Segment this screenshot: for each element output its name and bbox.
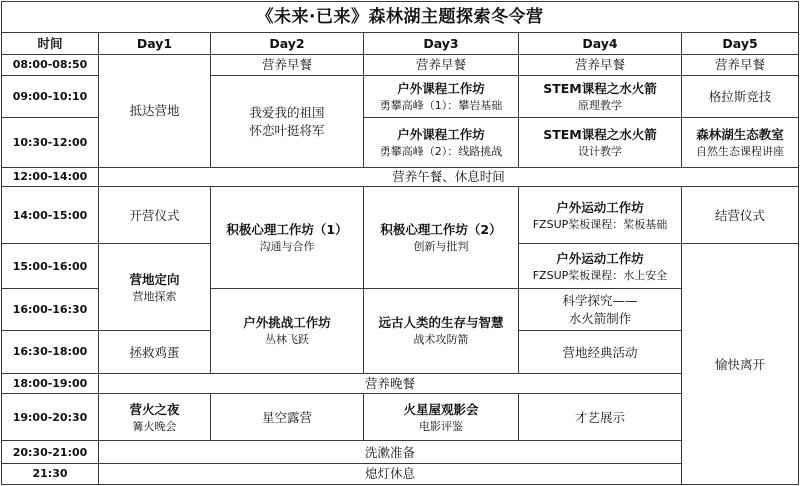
schedule-table [1, 1, 799, 485]
day4-classic [519, 331, 682, 373]
activity-subtitle: 创新与批判 [413, 239, 469, 253]
activity-title: 户外运动工作坊 [556, 199, 644, 215]
activity-title: 营地定向 [129, 271, 180, 287]
activity-subtitle: 战术攻防箭 [413, 333, 469, 347]
day1-rescue [99, 331, 211, 373]
activity-title: 远古人类的生存与智慧 [378, 315, 504, 331]
day2-stars [211, 394, 364, 441]
day4-stem-1 [519, 75, 682, 117]
header-day2: Day2 [211, 33, 364, 54]
cell-text: 怀恋叶挺将军 [249, 122, 325, 138]
time-cell: 21:30 [2, 463, 99, 484]
table-row [2, 186, 799, 244]
time-cell: 20:30-21:00 [2, 441, 99, 463]
activity-title: 森林湖生态教室 [696, 126, 784, 142]
time-cell: 16:00-16:30 [2, 288, 99, 330]
day5-leave [682, 244, 799, 485]
day1-arrive [99, 54, 211, 167]
cell-text: 星空露营 [261, 409, 312, 425]
cell-text: 拯救鸡蛋 [129, 344, 180, 360]
activity-title: 户外课程工作坊 [397, 126, 485, 142]
cell-text: 抵达营地 [129, 103, 180, 119]
cell-text: 开营仪式 [129, 207, 180, 223]
day3-workshop-1 [364, 75, 519, 117]
day1-opening [99, 186, 211, 244]
activity-title: 积极心理工作坊（1） [226, 221, 348, 237]
day2-patriot [211, 75, 364, 167]
time-cell: 19:00-20:30 [2, 394, 99, 441]
day4-talent [519, 394, 682, 441]
day4-sport-2 [519, 244, 682, 288]
header-day4: Day4 [519, 33, 682, 54]
day1-orientation [99, 244, 211, 331]
activity-title: 户外课程工作坊 [397, 80, 485, 96]
cell-text: 营养早餐 [574, 57, 625, 73]
activity-title: STEM课程之水火箭 [543, 80, 657, 96]
cell-text: 愉快离开 [715, 356, 766, 372]
activity-subtitle: 电影评鉴 [419, 419, 463, 433]
day5-breakfast [682, 54, 799, 75]
activity-subtitle: FZSUP桨板课程：桨板基础 [532, 217, 668, 231]
activity-title: 户外挑战工作坊 [243, 315, 331, 331]
table-row [2, 54, 799, 75]
activity-subtitle: 勇攀高峰（2）：线路挑战 [379, 144, 503, 158]
time-cell: 18:00-19:00 [2, 373, 99, 393]
cell-text: 结营仪式 [715, 207, 766, 223]
activity-title: 积极心理工作坊（2） [380, 221, 502, 237]
day5-eco [682, 118, 799, 168]
cell-text: 格拉斯竞技 [708, 88, 772, 104]
header-day3: Day3 [364, 33, 519, 54]
activity-subtitle: 丛林飞跃 [265, 333, 309, 347]
cell-text: 营地经典活动 [562, 344, 638, 360]
header-day5: Day5 [682, 33, 799, 54]
time-cell: 15:00-16:00 [2, 244, 99, 288]
table-row [2, 373, 799, 393]
day5-cross [682, 75, 799, 117]
header-day1: Day1 [99, 33, 211, 54]
day3-breakfast [364, 54, 519, 75]
day4-breakfast [519, 54, 682, 75]
day3-ancient [364, 288, 519, 373]
header-row [2, 33, 799, 54]
time-cell: 14:00-15:00 [2, 186, 99, 244]
activity-subtitle: 设计教学 [578, 144, 622, 158]
cell-text: 熄灯休息 [364, 466, 415, 482]
day2-psych [211, 186, 364, 288]
cell-text: 我爱我的祖国 [249, 104, 325, 120]
day3-workshop-2 [364, 118, 519, 168]
table-row [2, 167, 799, 186]
time-cell: 08:00-08:50 [2, 54, 99, 75]
table-row [2, 441, 799, 463]
lunch-cell [99, 167, 799, 186]
day4-stem-2 [519, 118, 682, 168]
table-row [2, 394, 799, 441]
activity-title: STEM课程之水火箭 [543, 126, 657, 142]
cell-text: 才艺展示 [574, 409, 625, 425]
cell-text: 营养午餐、休息时间 [392, 169, 505, 185]
cell-text: 科学探究—— [562, 293, 638, 309]
cell-text: 营养晚餐 [364, 375, 415, 391]
day5-closing [682, 186, 799, 244]
activity-title: 火星屋观影会 [403, 401, 479, 417]
activity-subtitle: 自然生态课程讲座 [696, 144, 785, 158]
day2-breakfast [211, 54, 364, 75]
time-cell: 09:00-10:10 [2, 75, 99, 117]
cell-text: 营养早餐 [415, 57, 466, 73]
day2-challenge [211, 288, 364, 373]
activity-subtitle: 营地探索 [132, 289, 177, 303]
time-cell: 10:30-12:00 [2, 118, 99, 168]
activity-title: 营火之夜 [129, 401, 180, 417]
lights-out-cell [99, 463, 682, 484]
activity-subtitle: 沟通与合作 [259, 239, 315, 253]
day4-science [519, 288, 682, 330]
day1-bonfire [99, 394, 211, 441]
day3-movie [364, 394, 519, 441]
wash-cell [99, 441, 682, 463]
day3-psych [364, 186, 519, 288]
header-time: 时间 [2, 33, 99, 54]
activity-subtitle: 篝火晚会 [132, 419, 177, 433]
activity-subtitle: 勇攀高峰（1）：攀岩基础 [379, 98, 503, 112]
cell-text: 营养早餐 [261, 57, 312, 73]
dinner-cell [99, 373, 682, 393]
cell-text: 水火箭制作 [568, 311, 632, 327]
page-title: 《未来·已来》森林湖主题探索冬令营 [2, 2, 799, 33]
table-row [2, 463, 799, 484]
time-cell: 16:30-18:00 [2, 331, 99, 373]
time-cell: 12:00-14:00 [2, 167, 99, 186]
activity-title: 户外运动工作坊 [556, 250, 644, 266]
cell-text: 营养早餐 [715, 57, 766, 73]
activity-subtitle: FZSUP桨板课程：水上安全 [532, 268, 668, 282]
cell-text: 洗漱准备 [364, 444, 415, 460]
day4-sport-1 [519, 186, 682, 244]
activity-subtitle: 原理教学 [578, 98, 622, 112]
